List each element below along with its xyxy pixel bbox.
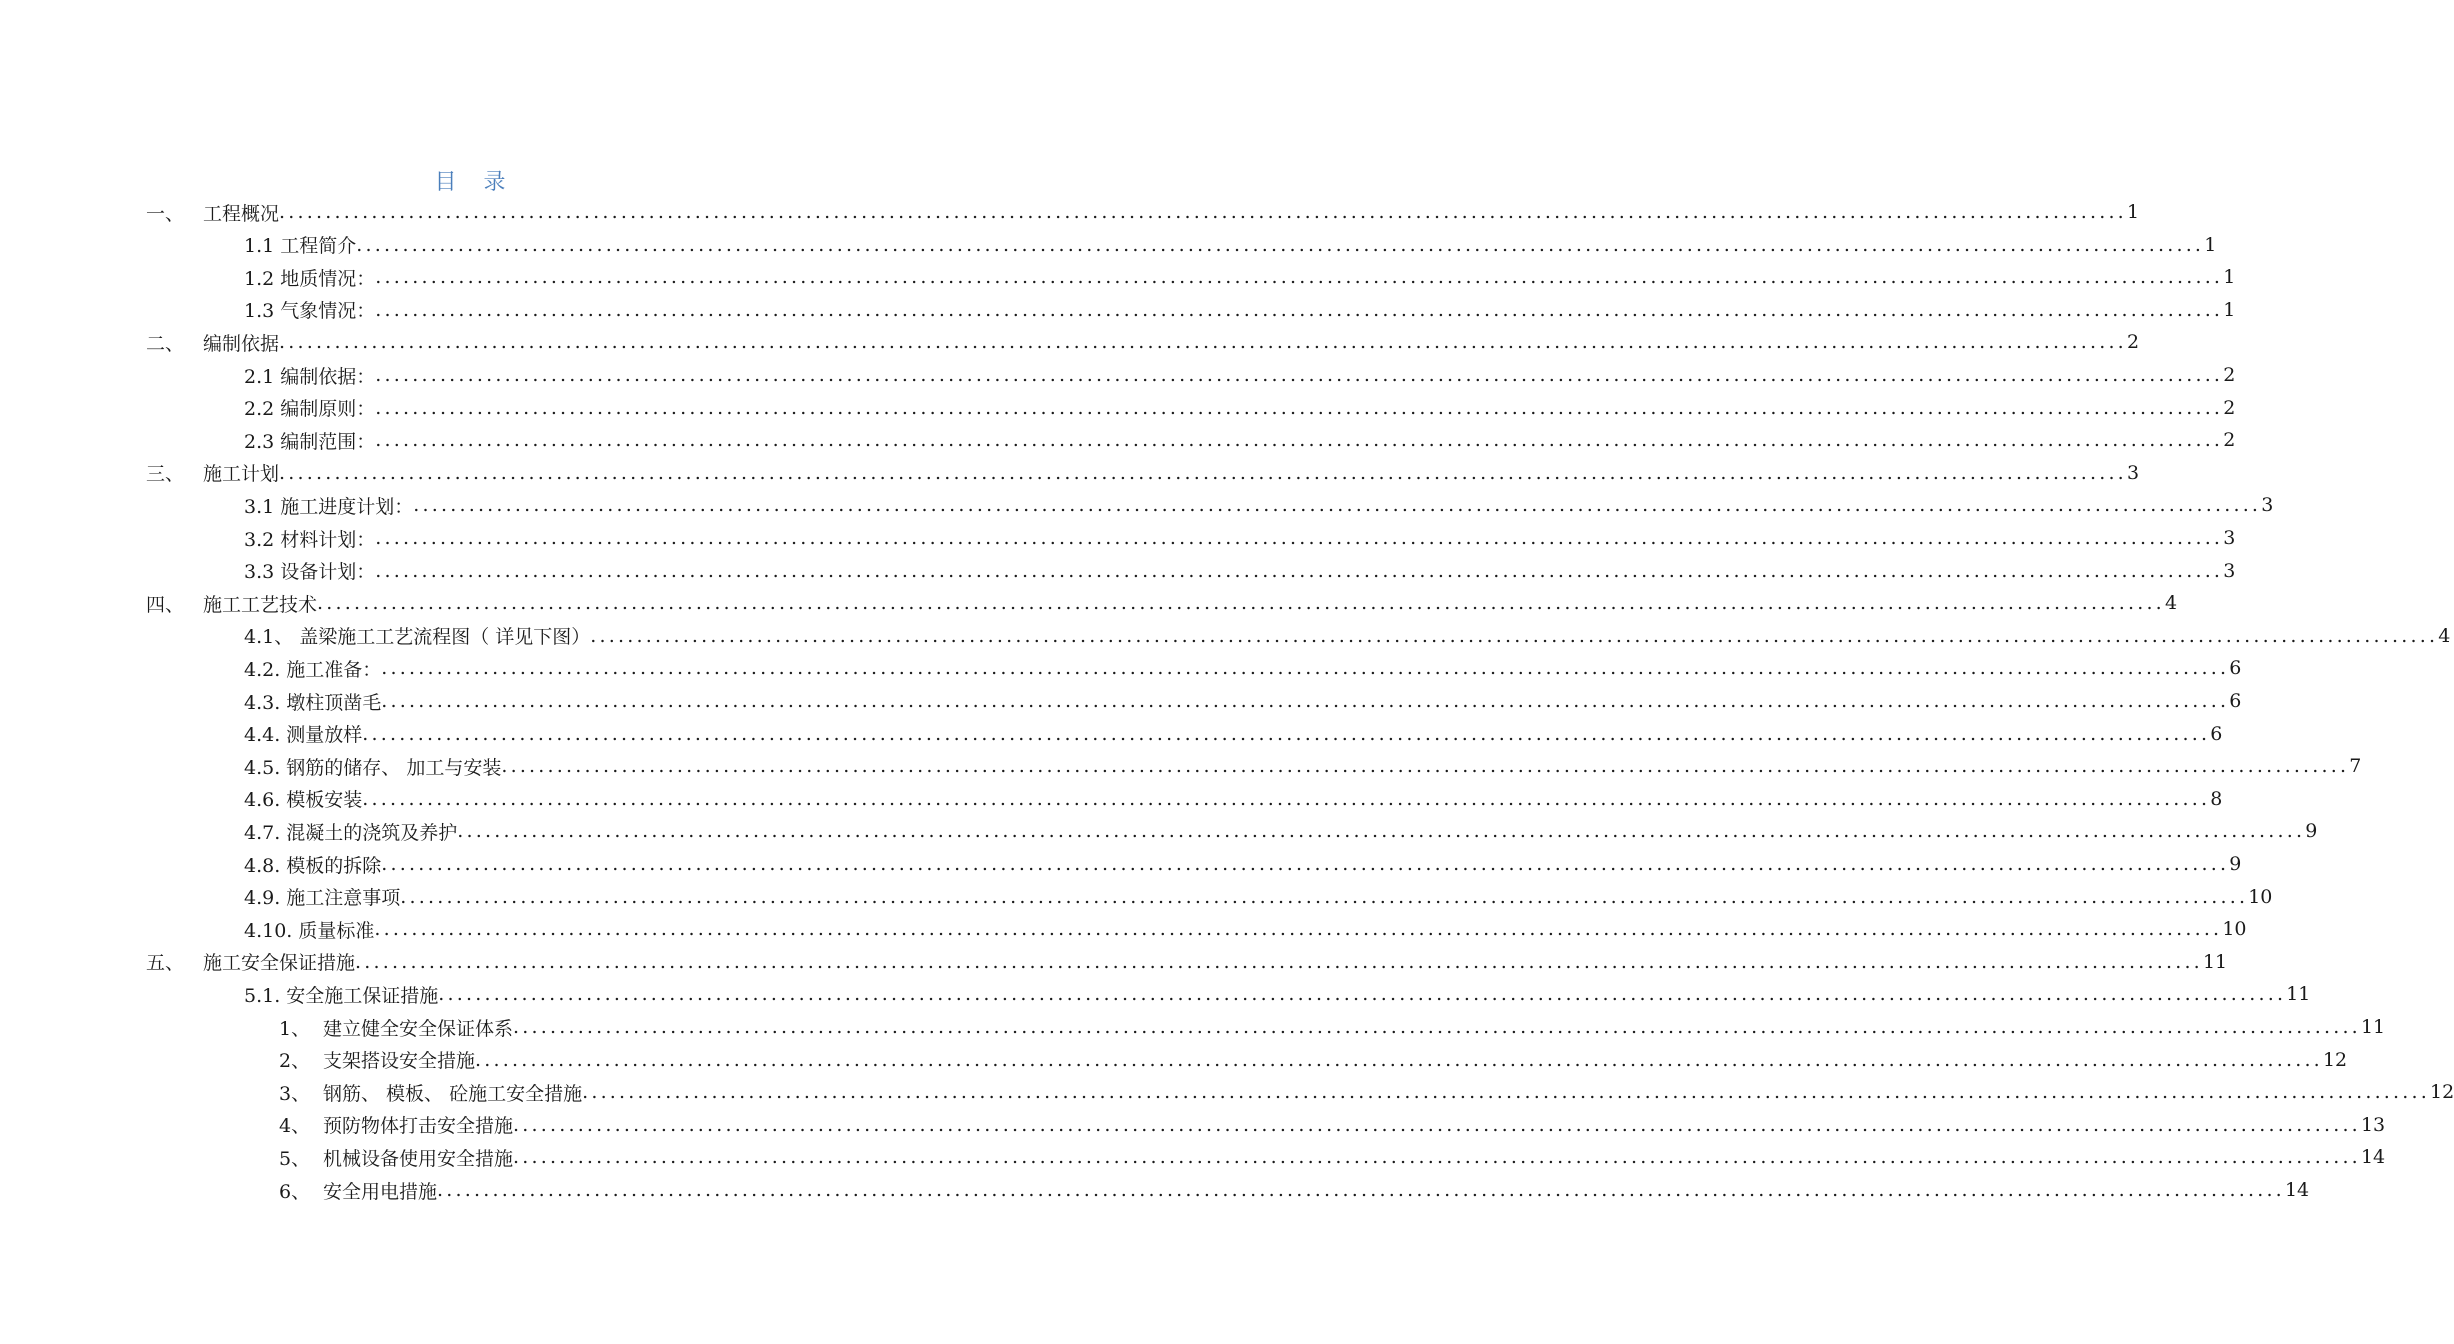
toc-entry[interactable] — [0, 587, 2178, 619]
toc-page-number: 8 — [2210, 787, 2223, 810]
toc-leader-dots: ........................................................................................................................................................................................................ — [400, 885, 2249, 908]
toc-leader-dots: ........................................................................................................................................................................................................ — [362, 787, 2211, 810]
toc-entry[interactable] — [0, 685, 2242, 717]
toc-entry[interactable] — [0, 457, 2140, 489]
toc-entry[interactable] — [0, 522, 2236, 554]
toc-leader-dots: ........................................................................................................................................................................................................ — [375, 266, 2224, 289]
toc-entry-number: 4、 — [279, 1115, 311, 1138]
toc-leader-dots: ........................................................................................................................................................................................................ — [279, 331, 2127, 354]
toc-entry-title: 钢筋、 模板、 砼施工安全措施 — [323, 1082, 583, 1105]
toc-page-number: 2 — [2223, 396, 2236, 419]
toc-entry-title: 建立健全安全保证体系 — [323, 1017, 514, 1040]
toc-entry-title: 2.3 编制范围： — [244, 430, 376, 453]
toc-entry-title: 施工工艺技术 — [203, 593, 318, 616]
toc-leader-dots: ........................................................................................................................................................................................................ — [362, 722, 2211, 745]
toc-page-number: 10 — [2248, 885, 2273, 908]
toc-page-number: 2 — [2223, 429, 2236, 452]
toc-entry-title: 工程概况 — [203, 202, 280, 225]
toc-entry[interactable] — [0, 718, 2223, 750]
toc-page-number: 1 — [2126, 201, 2140, 223]
toc-entry[interactable] — [0, 1174, 2310, 1206]
toc-entry[interactable] — [0, 424, 2236, 456]
toc-page-number: 1 — [2204, 233, 2217, 256]
toc-page-number: 6 — [2229, 690, 2242, 712]
toc-leader-dots: ........................................................................................................................................................................................................ — [375, 298, 2224, 321]
toc-entry-title: 3.1 施工进度计划： — [244, 495, 414, 518]
toc-entry-title: 3.3 设备计划： — [244, 561, 376, 584]
toc-entry[interactable] — [0, 750, 2362, 782]
toc-entry[interactable] — [0, 1044, 2348, 1076]
toc-page-number: 4 — [2438, 624, 2451, 647]
toc-leader-dots: ........................................................................................................................................................................................................ — [413, 494, 2262, 517]
toc-page-number: 2 — [2223, 364, 2236, 386]
toc-entry-title: 4.10. 质量标准 — [244, 919, 375, 942]
toc-entry[interactable] — [0, 946, 2228, 978]
toc-entry[interactable] — [0, 1109, 2386, 1141]
toc-entry[interactable] — [0, 783, 2223, 815]
toc-page-number: 11 — [2202, 950, 2228, 973]
toc-entry-title: 4.1、 盖梁施工工艺流程图（ 详见下图） — [244, 626, 591, 649]
toc-page-number: 6 — [2210, 722, 2223, 745]
toc-entry-title: 编制依据 — [203, 332, 280, 355]
toc-entry[interactable] — [0, 489, 2274, 521]
toc-page-number: 9 — [2305, 820, 2318, 843]
toc-entry-title: 支架搭设安全措施 — [323, 1050, 476, 1073]
toc-leader-dots: ........................................................................................................................................................................................................ — [590, 624, 2439, 647]
toc-leader-dots: ........................................................................................................................................................................................................ — [375, 364, 2224, 386]
toc-title: 目 录 — [434, 170, 516, 195]
toc-leader-dots: ........................................................................................................................................................................................................ — [375, 527, 2224, 549]
toc-leader-dots: ........................................................................................................................................................................................................ — [381, 853, 2230, 875]
toc-leader-dots: ........................................................................................................................................................................................................ — [381, 657, 2230, 680]
toc-entry-title: 1.2 地质情况： — [244, 267, 376, 290]
toc-entry-title: 4.2. 施工准备： — [244, 658, 382, 681]
toc-page-number: 3 — [2223, 559, 2236, 582]
toc-entry[interactable] — [0, 261, 2236, 293]
toc-entry[interactable] — [0, 326, 2140, 358]
toc-page-number: 1 — [2223, 266, 2236, 289]
toc-entry-title: 5.1. 安全施工保证措施 — [244, 984, 439, 1007]
toc-entry[interactable] — [0, 229, 2217, 261]
toc-leader-dots: ........................................................................................................................................................................................................ — [355, 950, 2203, 973]
toc-page-number: 13 — [2360, 1113, 2386, 1136]
toc-entry-title: 施工安全保证措施 — [203, 952, 356, 975]
toc-page-number: 14 — [2360, 1146, 2386, 1169]
toc-entry-title: 机械设备使用安全措施 — [323, 1147, 514, 1170]
toc-page-number: 6 — [2229, 657, 2242, 680]
toc-entry-number: 2、 — [279, 1050, 311, 1073]
toc-entry-number: 二、 — [146, 332, 185, 355]
toc-page-number: 12 — [2322, 1048, 2348, 1071]
toc-leader-dots: ........................................................................................................................................................................................................ — [279, 461, 2127, 484]
toc-entry-title: 施工计划 — [203, 463, 280, 486]
toc-entry[interactable] — [0, 555, 2236, 587]
toc-entry[interactable] — [0, 392, 2236, 424]
toc-page-number: 12 — [2430, 1081, 2454, 1104]
toc-page-number: 3 — [2126, 461, 2140, 484]
toc-leader-dots: ........................................................................................................................................................................................................ — [513, 1016, 2361, 1038]
toc-entry[interactable] — [0, 1076, 2454, 1108]
toc-entry-number: 三、 — [146, 463, 185, 486]
toc-entry-title: 3.2 材料计划： — [244, 528, 376, 551]
toc-leader-dots: ........................................................................................................................................................................................................ — [374, 918, 2223, 941]
toc-entry-number: 五、 — [146, 952, 185, 975]
toc-entry-title: 4.6. 模板安装 — [244, 789, 363, 812]
toc-entry-title: 4.9. 施工注意事项 — [244, 887, 401, 910]
toc-page-number: 3 — [2261, 494, 2274, 517]
toc-entry-title: 4.8. 模板的拆除 — [244, 854, 382, 877]
toc-leader-dots: ........................................................................................................................................................................................................ — [279, 201, 2127, 223]
toc-entry[interactable] — [0, 1141, 2386, 1173]
toc-entry[interactable] — [0, 1011, 2386, 1043]
toc-leader-dots: ........................................................................................................................................................................................................ — [438, 983, 2287, 1006]
toc-entry-title: 4.7. 混凝土的浇筑及养护 — [244, 821, 458, 844]
toc-page-number: 7 — [2349, 755, 2362, 778]
toc-entry-title: 预防物体打击安全措施 — [323, 1115, 514, 1138]
toc-leader-dots: ........................................................................................................................................................................................................ — [513, 1113, 2361, 1136]
toc-leader-dots: ........................................................................................................................................................................................................ — [582, 1081, 2431, 1104]
toc-entry-title: 4.5. 钢筋的储存、 加工与安装 — [244, 756, 502, 779]
toc-entry-number: 四、 — [146, 593, 185, 616]
toc-leader-dots: ........................................................................................................................................................................................................ — [457, 820, 2306, 843]
toc-entry-number: 1、 — [279, 1017, 311, 1040]
toc-page-number: 4 — [2164, 592, 2178, 615]
toc-entry-title: 安全用电措施 — [323, 1180, 438, 1203]
toc-entry-number: 5、 — [279, 1147, 311, 1170]
toc-entry[interactable] — [0, 196, 2140, 228]
toc-page-number: 11 — [2360, 1016, 2386, 1038]
toc-page-number: 11 — [2286, 983, 2311, 1006]
toc-page-number: 2 — [2126, 331, 2140, 354]
toc-leader-dots: ........................................................................................................................................................................................................ — [317, 592, 2165, 615]
toc-entry-title: 2.1 编制依据： — [244, 365, 376, 388]
toc-page-number: 9 — [2229, 853, 2242, 875]
toc-leader-dots: ........................................................................................................................................................................................................ — [475, 1048, 2323, 1071]
toc-entry[interactable] — [0, 815, 2318, 847]
toc-entry-number: 3、 — [279, 1082, 311, 1105]
toc-entry-title: 2.2 编制原则： — [244, 398, 376, 421]
toc-leader-dots: ........................................................................................................................................................................................................ — [375, 429, 2224, 452]
toc-entry[interactable] — [0, 881, 2273, 913]
toc-page-number: 3 — [2223, 527, 2236, 549]
toc-leader-dots: ........................................................................................................................................................................................................ — [375, 396, 2224, 419]
toc-page-number: 10 — [2222, 918, 2247, 941]
toc-entry[interactable] — [0, 359, 2236, 391]
toc-entry-title: 1.3 气象情况： — [244, 300, 376, 323]
toc-entry[interactable] — [0, 294, 2236, 326]
toc-entry[interactable] — [0, 848, 2242, 880]
toc-leader-dots: ........................................................................................................................................................................................................ — [437, 1179, 2285, 1201]
toc-entry[interactable] — [0, 913, 2247, 945]
toc-entry-title: 1.1 工程简介 — [244, 235, 357, 258]
toc-leader-dots: ........................................................................................................................................................................................................ — [356, 233, 2205, 256]
toc-page-number: 1 — [2223, 298, 2236, 321]
toc-entry[interactable] — [0, 652, 2242, 684]
toc-leader-dots: ........................................................................................................................................................................................................ — [513, 1146, 2361, 1169]
toc-entry-title: 4.3. 墩柱顶凿毛 — [244, 691, 382, 714]
toc-entry-title: 4.4. 测量放样 — [244, 724, 363, 747]
toc-entry-number: 6、 — [279, 1180, 311, 1203]
toc-entry[interactable] — [0, 978, 2311, 1010]
toc-page-number: 14 — [2284, 1179, 2310, 1201]
toc-entry-number: 一、 — [146, 202, 185, 225]
toc-leader-dots: ........................................................................................................................................................................................................ — [501, 755, 2350, 778]
toc-leader-dots: ........................................................................................................................................................................................................ — [381, 690, 2230, 712]
toc-entry[interactable] — [0, 620, 2451, 652]
toc-leader-dots: ........................................................................................................................................................................................................ — [375, 559, 2224, 582]
